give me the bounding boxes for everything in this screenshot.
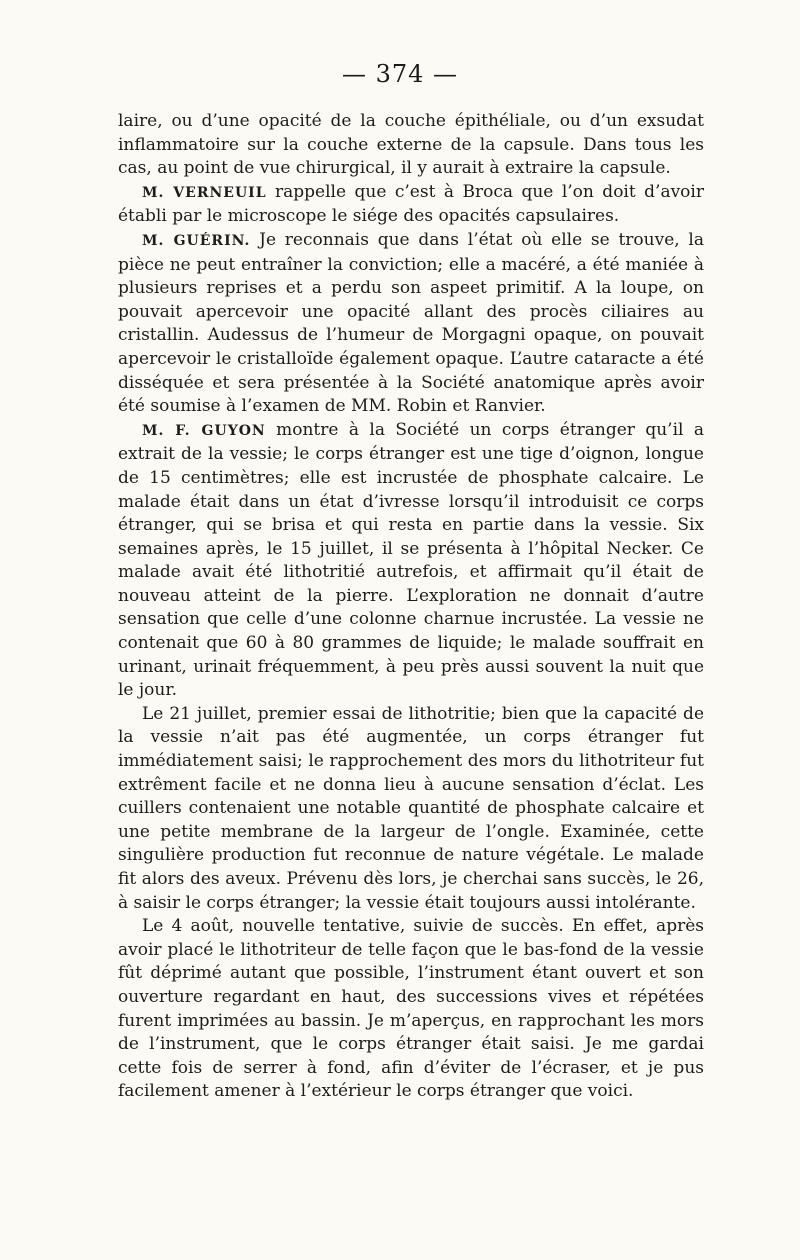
paragraph-4-aout	[118, 915, 704, 1104]
paragraph-text: Le 21 juillet, premier essai de lithotritie; bien que la capacité de la vessie n’ait pas été augmentée, un corps étranger fut immédiatement saisi; le rapprochement des mors du lithotriteur fut extrêment facile et ne donna lieu à aucune sensation d’éclat. Les cuillers contenaient une notable quantité de phosphate calcaire et une petite membrane de la largeur de l’ongle. Examinée, cette singulière production fut reconnue de nature végétale. Le malade fit alors des aveux. Prévenu dès lors, je cherchai sans succès, le 26, à saisir le corps étranger; la vessie était toujours aussi intolérante.	[118, 703, 704, 913]
page-number: — 374 —	[341, 60, 459, 88]
paragraph-text: Je reconnais que dans l’état où elle se trouve, la pièce ne peut entraîner la conviction; elle a macéré, a été maniée à plusieurs reprises et a perdu son aspeet primitif. A la loupe, on pouvait apercevoir une opacité allant des procès ciliaires au cristallin. Audessus de l’humeur de Morgagni opaque, on pouvait apercevoir le cristalloïde également opaque. L’autre cataracte a été disséquée et sera présentée à la Société anatomique après avoir été soumise à l’examen de MM. Robin et Ranvier.	[118, 229, 705, 417]
speaker-name: M. F. GUYON	[142, 422, 266, 439]
paragraph-text: Le 4 août, nouvelle tentative, suivie de succès. En effet, après avoir placé le lithotriteur de telle façon que le bas-fond de la vessie fût déprimé autant que possible, l’instrument étant ouvert et son ouverture regardant en haut, des successions vives et répétées furent imprimées au bassin. Je m’aperçus, en rapprochant les mors de l’instrument, que le corps étranger était saisi. Je me gardai cette fois de serrer à fond, afin d’éviter de l’écraser, et je pus facilement amener à l’extérieur le corps étranger que voici.	[118, 916, 704, 1102]
paragraph-guerin	[118, 229, 704, 419]
paragraph-text: laire, ou d’une opacité de la couche épithéliale, ou d’un exsudat inflammatoire sur la couche externe de la capsule. Dans tous les cas, au point de vue chirurgical, il y aurait à extraire la capsule.	[118, 111, 704, 179]
paragraph-text: rappelle que c’est à Broca que l’on doit d’avoir établi par le microscope le siége des opacités capsulaires.	[118, 181, 704, 227]
paragraph-text: montre à la Société un corps étranger qu’il a extrait de la vessie; le corps étranger est une tige d’oignon, longue de 15 centimètres; elle est incrustée de phosphate calcaire. Le malade était dans un état d’ivresse lorsqu’il introduisit ce corps étranger, qui se brisa et qui resta en partie dans la vessie. Six semaines après, le 15 juillet, il se présenta à l’hôpital Necker. Ce malade avait été lithotritié autrefois, et affirmait qu’il était de nouveau atteint de la pierre. L’exploration ne donnait d’autre sensation que celle d’une colonne charnue incrustée. La vessie ne contenait que 60 à 80 grammes de liquide; le malade souffrait en urinant, urinait fréquemment, à peu près aussi souvent la nuit que le jour.	[118, 419, 704, 701]
body-text	[118, 110, 704, 1104]
paragraph-verneuil	[118, 181, 704, 229]
paragraph-21-juillet	[118, 703, 704, 915]
speaker-name: M. VERNEUIL	[142, 184, 267, 201]
paragraph-continuation	[118, 110, 704, 181]
paragraph-guyon	[118, 419, 704, 703]
speaker-name: M. GUÉRIN.	[142, 232, 251, 249]
